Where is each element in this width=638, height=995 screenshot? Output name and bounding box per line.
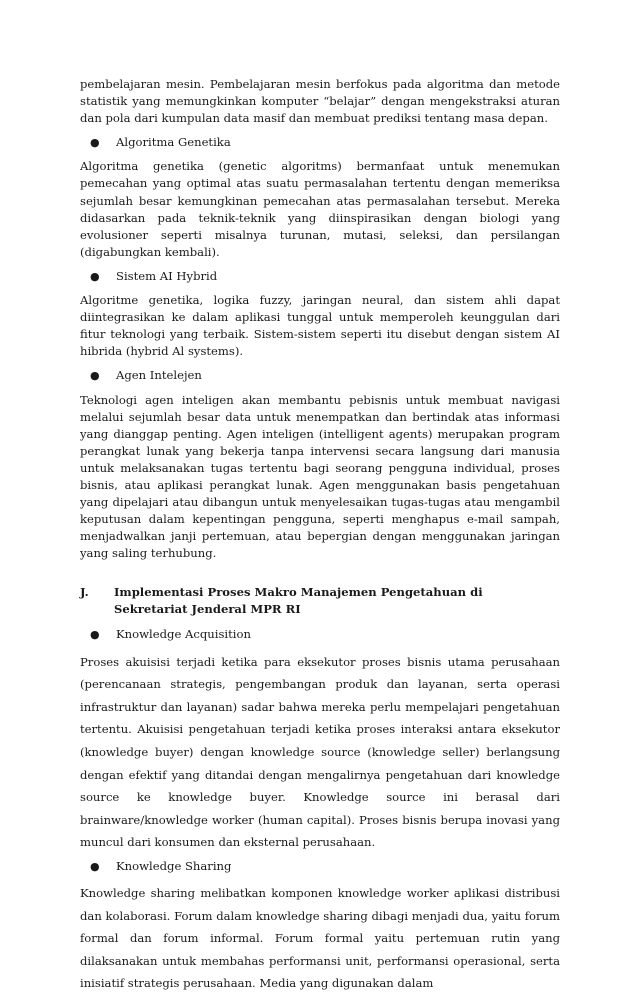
bullet-dot-icon: ● (90, 369, 100, 383)
paragraph-knowledge-sharing: Knowledge sharing melibatkan komponen knowledge worker aplikasi distribusi dan kolaborasi. Forum dalam knowledge sharing dibagi menjadi dua, yaitu forum formal dan forum informal. Forum formal yaitu pertemuan rutin yang dilaksanakan untuk membahas performansi unit, performansi operasional, serta inisiatif strategis perusahaan. Media yang digunakan dalam (80, 885, 560, 991)
paragraph-machine-learning: pembelajaran mesin. Pembelajaran mesin berfokus pada algoritma dan metode statistik yang memungkinkan komputer “belajar” dengan mengekstraksi aturan dan pola dari kumpulan data masif dan membuat prediksi tentang masa depan. (80, 77, 560, 126)
paragraph-knowledge-acquisition: Proses akuisisi terjadi ketika para eksekutor proses bisnis utama perusahaan (perencanaan strategis, pengembangan produk dan layanan, serta operasi infrastruktur dan layanan) sadar bahwa mereka perlu mempelajari pengetahuan tertentu. Akuisisi pengetahuan terjadi ketika proses interaksi antara eksekutor (knowledge buyer) dengan knowledge source (knowledge seller) berlangsung dengan efektif yang ditandai dengan mengalirnya pengetahuan dari knowledge source ke knowledge buyer. Knowledge source ini berasal dari brainware/knowledge worker (human capital). Proses bisnis berupa inovasi yang muncul dari konsumen dan eksternal perusahaan. (80, 654, 560, 850)
bullet-label: Algoritma Genetika (116, 135, 231, 150)
paragraph-hybrid-ai: Algoritme genetika, logika fuzzy, jaringan neural, dan sistem ahli dapat diintegrasikan ke dalam aplikasi tunggal untuk memperoleh keunggulan dari fitur teknologi yang terbaik. Sistem-sistem seperti itu disebut dengan sistem AI hibrida (hybrid Al systems). (80, 293, 560, 359)
bullet-knowledge-sharing (80, 858, 560, 875)
bullet-dot-icon: ● (90, 859, 100, 873)
section-number: J. (80, 585, 89, 600)
section-heading (80, 584, 560, 618)
bullet-knowledge-acquisition (80, 626, 560, 643)
bullet-genetic-algorithm (80, 134, 560, 151)
bullet-label: Knowledge Sharing (116, 858, 232, 873)
bullet-intelligent-agent (80, 367, 560, 384)
bullet-hybrid-ai (80, 268, 560, 285)
bullet-label: Knowledge Acquisition (116, 627, 251, 642)
bullet-dot-icon: ● (90, 628, 100, 642)
bullet-label: Sistem AI Hybrid (116, 268, 218, 283)
section-title: Implementasi Proses Makro Manajemen Pengetahuan di Sekretariat Jenderal MPR RI (114, 585, 483, 617)
bullet-dot-icon: ● (90, 136, 100, 150)
paragraph-intelligent-agent: Teknologi agen inteligen akan membantu pebisnis untuk membuat navigasi melalui sejumlah besar data untuk menempatkan dan bertindak atas informasi yang dianggap penting. Agen inteligen (intelligent agents) merupakan program perangkat lunak yang bekerja tanpa intervensi secara langsung dari manusia untuk melaksanakan tugas tertentu bagi seorang pengguna individual, proses bisnis, atau aplikasi perangkat lunak. Agen menggunakan basis pengetahuan yang dipelajari atau dibangun untuk menyelesaikan tugas-tugas atau mengambil keputusan dalam kepentingan pengguna, seperti menghapus e-mail sampah, menjadwalkan janji pertemuan, atau bepergian dengan menggunakan jaringan yang saling terhubung. (80, 392, 560, 561)
bullet-dot-icon: ● (90, 269, 100, 283)
bullet-label: Agen Intelejen (116, 368, 202, 383)
paragraph-genetic-algorithm: Algoritma genetika (genetic algoritms) bermanfaat untuk menemukan pemecahan yang optimal atas suatu permasalahan tertentu dengan memeriksa sejumlah besar kemungkinan pemecahan atas permasalahan tersebut. Mereka didasarkan pada teknik-teknik yang diinspirasikan dengan biologi yang evolusioner seperti misalnya turunan, mutasi, seleksi, dan persilangan (digabungkan kembali). (80, 159, 560, 259)
